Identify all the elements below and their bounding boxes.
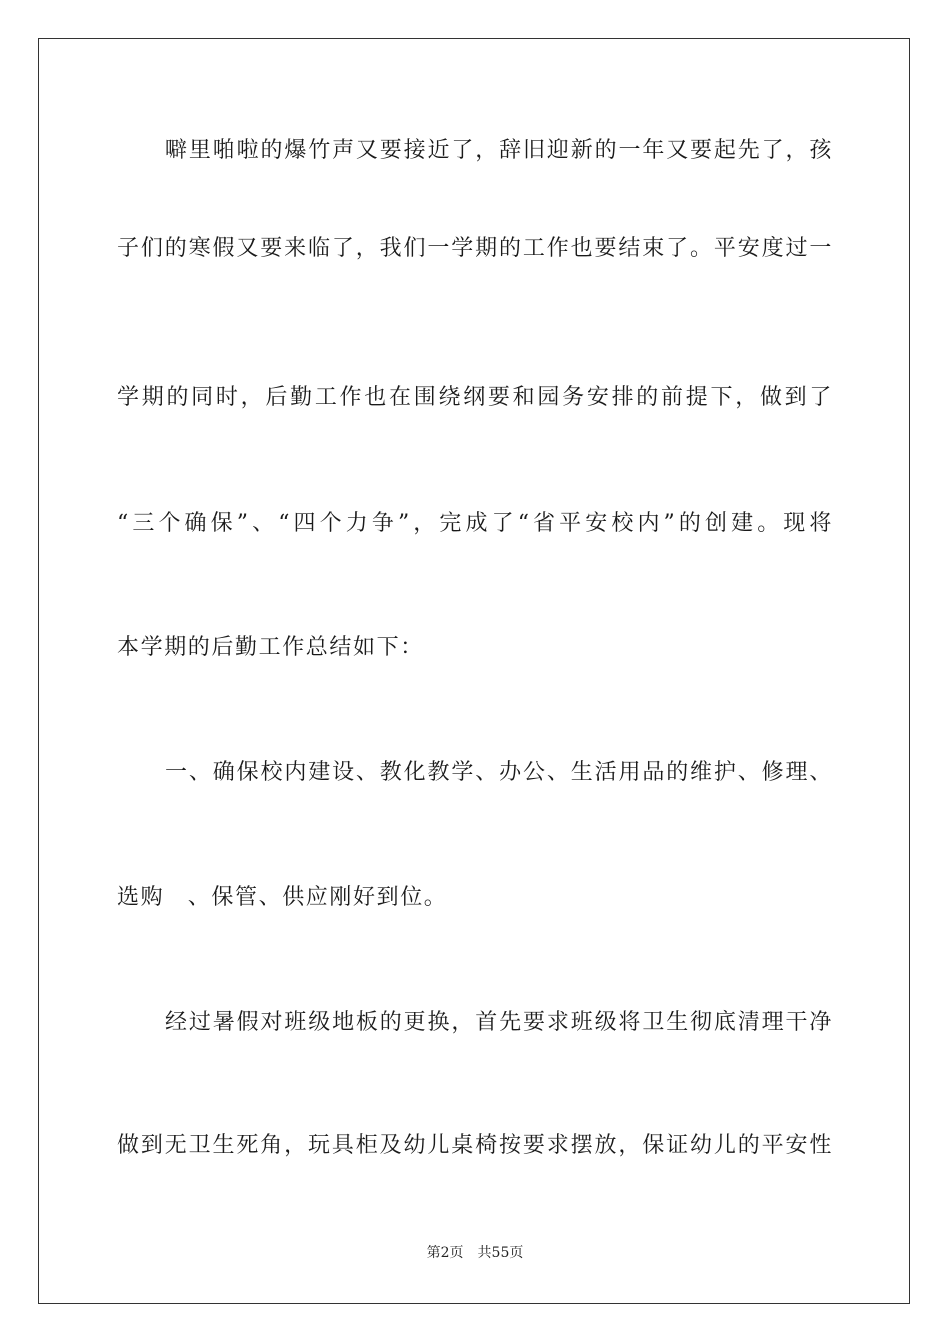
page-number: 第2页 [426,1245,464,1261]
paragraph-line-3: 学期的同时，后勤工作也在围绕纲要和园务安排的前提下，做到了 [117,385,833,410]
page-border [38,38,910,1304]
paragraph-line-8: 经过暑假对班级地板的更换，首先要求班级将卫生彻底清理干净 [165,1010,833,1035]
paragraph-line-5: 本学期的后勤工作总结如下： [117,635,424,660]
paragraph-line-7: 选购 、保管、供应刚好到位。 [117,885,448,910]
paragraph-line-2: 子们的寒假又要来临了，我们一学期的工作也要结束了。平安度过一 [117,236,833,261]
page-total: 共55页 [477,1245,524,1261]
paragraph-line-6: 一、确保校内建设、教化教学、办公、生活用品的维护、修理、 [165,760,833,785]
paragraph-line-4: “三个确保”、“四个力争”，完成了“省平安校内”的创建。现将 [117,511,833,536]
page-footer [0,1244,950,1262]
paragraph-line-9: 做到无卫生死角，玩具柜及幼儿桌椅按要求摆放，保证幼儿的平安性 [117,1133,833,1158]
paragraph-line-1: 噼里啪啦的爆竹声又要接近了，辞旧迎新的一年又要起先了，孩 [165,138,833,163]
